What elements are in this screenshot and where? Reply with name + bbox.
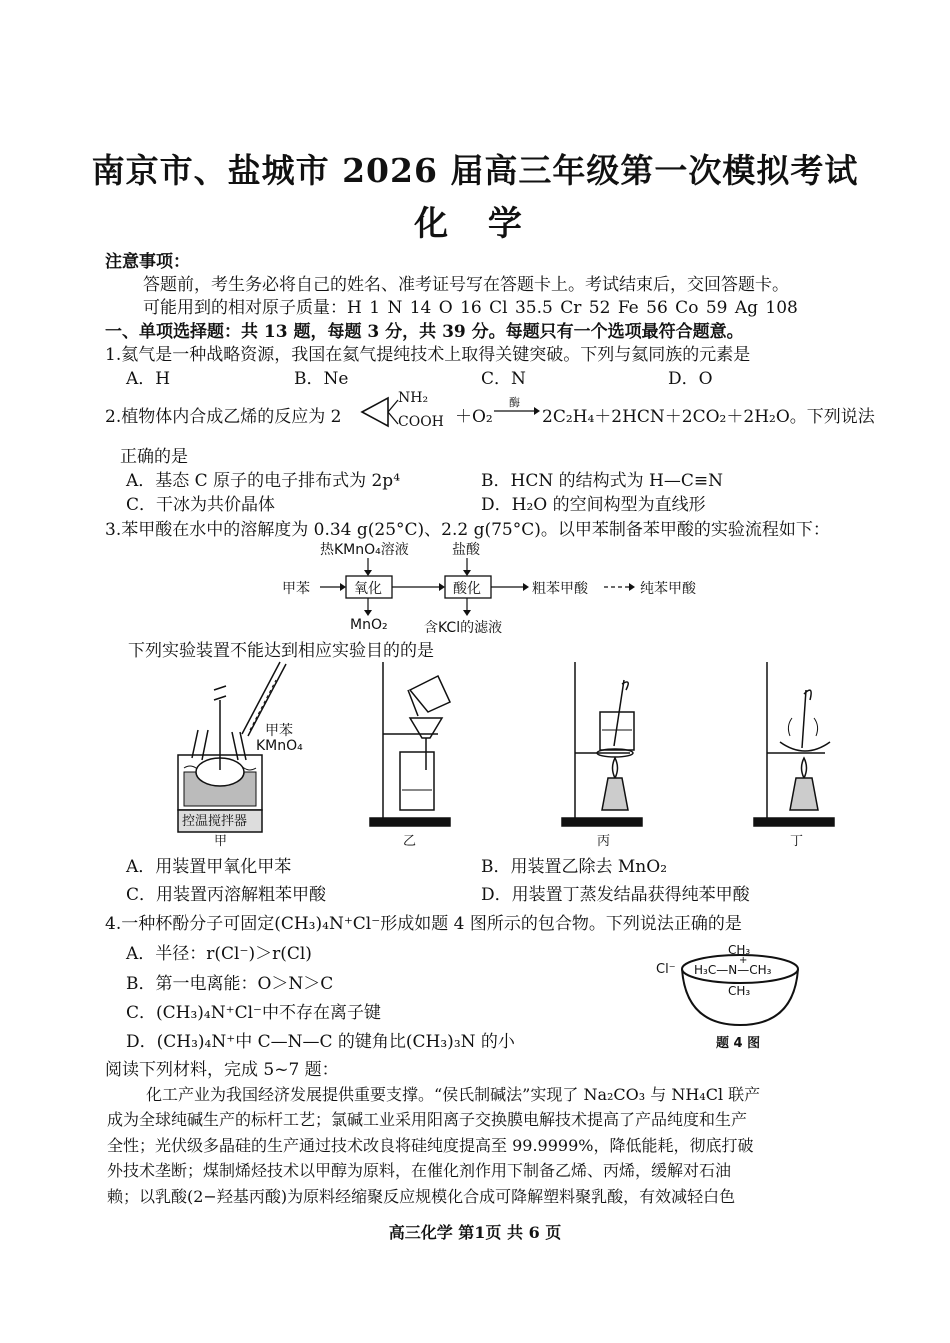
q3-option-b: B．用装置乙除去 MnO₂ [481, 857, 668, 877]
flow-pure: 纯苯甲酸 [640, 581, 696, 597]
caption-ding: 丁 [790, 834, 804, 849]
notice-heading: 注意事项： [105, 252, 190, 272]
q1-option-c: C．N [481, 369, 526, 389]
q2-option-c: C．干冰为共价晶体 [126, 495, 276, 515]
q1-stem: 1.氦气是一种战略资源，我国在氦气提纯技术上取得关键突破。下列与氦同族的元素是 [105, 345, 751, 365]
q1-option-d: D．O [668, 369, 713, 389]
q4-option-b: B．第一电离能：O＞N＞C [126, 974, 334, 994]
fig4-caption: 题 4 图 [716, 1036, 761, 1051]
notice-line-1: 答题前，考生务必将自己的姓名、准考证号写在答题卡上。考试结束后，交回答题卡。 [143, 275, 789, 295]
q2-option-d: D．H₂O 的空间构型为直线形 [481, 495, 706, 515]
q4-option-d: D．(CH₃)₄N⁺中 C—N—C 的键角比(CH₃)₃N 的小 [126, 1032, 515, 1052]
caption-bing: 丙 [597, 834, 611, 849]
flow-start: 甲苯 [282, 581, 310, 597]
fig4-center: H₃C—N—CH₃ [694, 963, 772, 977]
caption-yi: 乙 [403, 834, 417, 849]
q2-stem-2: 正确的是 [120, 447, 188, 467]
fig4-plus: + [739, 955, 748, 966]
q3-option-a: A．用装置甲氧化甲苯 [126, 857, 292, 877]
q4-option-c: C．(CH₃)₄N⁺Cl⁻中不存在离子键 [126, 1003, 381, 1023]
q3-option-d: D．用装置丁蒸发结晶获得纯苯甲酸 [481, 885, 750, 905]
fig4-ch3-bottom: CH₃ [728, 984, 751, 998]
amino-group: NH₂ [398, 390, 429, 406]
fig4-chloride: Cl⁻ [656, 962, 676, 977]
fig4-ch3-top: CH₃ [728, 943, 751, 957]
q3-stem-2: 下列实验装置不能达到相应实验目的的是 [128, 641, 434, 661]
notice-line-2: 可能用到的相对原子质量：H 1 N 14 O 16 Cl 35.5 Cr 52 Fe 56 Co 59 Ag 108 [143, 298, 798, 318]
q2-products: 2C₂H₄＋2HCN＋2CO₂＋2H₂O。下列说法 [542, 407, 875, 427]
q2-option-b: B．HCN 的结构式为 H—C≡N [481, 471, 723, 491]
q2-option-a: A．基态 C 原子的电子排布式为 2p⁴ [126, 471, 401, 491]
flow-out-filtrate: 含KCl的滤液 [424, 620, 503, 636]
q3-option-c: C．用装置丙溶解粗苯甲酸 [126, 885, 327, 905]
apparatus-bing [562, 662, 642, 826]
flow-step-oxidation: 氧化 [354, 581, 382, 597]
flow-crude: 粗苯甲酸 [532, 581, 588, 597]
reading-line-3: 全性；光伏级多晶硅的生产通过技术改良将硅纯度提高至 99.9999%，降低能耗，彻底打破 [107, 1136, 754, 1155]
jia-label-toluene: 甲苯 [265, 723, 293, 739]
enzyme-label: 酶 [509, 396, 520, 409]
page-title: 南京市、盐城市 2026 届高三年级第一次模拟考试 [91, 151, 859, 190]
apparatus-ding [754, 662, 834, 826]
caption-jia: 甲 [214, 834, 228, 849]
reading-intro: 阅读下列材料，完成 5~7 题： [105, 1060, 339, 1080]
reading-line-1: 化工产业为我国经济发展提供重要支撑。“侯氏制碱法”实现了 Na₂CO₃ 与 NH₄Cl 联产 [146, 1085, 761, 1104]
flow-reagent-1: 热KMnO₄溶液 [320, 542, 409, 558]
flow-reagent-2: 盐酸 [452, 542, 480, 558]
reaction-arrow-icon [494, 405, 540, 417]
section-heading: 一、单项选择题：共 13 题，每题 3 分，共 39 分。每题只有一个选项最符合题意。 [105, 322, 744, 342]
stirrer-label: 控温搅拌器 [182, 814, 248, 829]
carboxyl-group: COOH [398, 414, 444, 430]
apparatus-yi [370, 662, 450, 826]
page-footer: 高三化学 第1页 共 6 页 [388, 1223, 562, 1242]
q3-stem: 3.苯甲酸在水中的溶解度为 0.34 g(25°C)、2.2 g(75°C)。以甲苯制备苯甲酸的实验流程如下： [105, 520, 830, 540]
flow-step-acidify: 酸化 [453, 581, 481, 597]
q2-oxygen: ＋O₂ [455, 407, 493, 427]
reading-line-2: 成为全球纯碱生产的标杆工艺；氯碱工业采用阳离子交换膜电解技术提高了产品纯度和生产 [107, 1110, 748, 1129]
subject-title: 化 学 [414, 204, 536, 244]
flow-out-mno2: MnO₂ [350, 617, 388, 633]
q1-option-a: A．H [126, 369, 171, 389]
jia-label-kmno4: KMnO₄ [256, 738, 303, 754]
reading-line-4: 外技术垄断；煤制烯烃技术以甲醇为原料，在催化剂作用下制备乙烯、丙烯，缓解对石油 [107, 1161, 732, 1180]
q2-stem-pre: 2.植物体内合成乙烯的反应为 2 [105, 407, 342, 427]
q4-option-a: A．半径：r(Cl⁻)＞r(Cl) [126, 944, 312, 964]
reading-line-5: 赖；以乳酸(2−羟基丙酸)为原料经缩聚反应规模化合成可降解塑料聚乳酸，有效减轻白色 [107, 1187, 736, 1206]
q4-stem: 4.一种杯酚分子可固定(CH₃)₄N⁺Cl⁻形成如题 4 图所示的包合物。下列说法正确的是 [105, 914, 742, 934]
q1-option-b: B．Ne [294, 369, 349, 389]
